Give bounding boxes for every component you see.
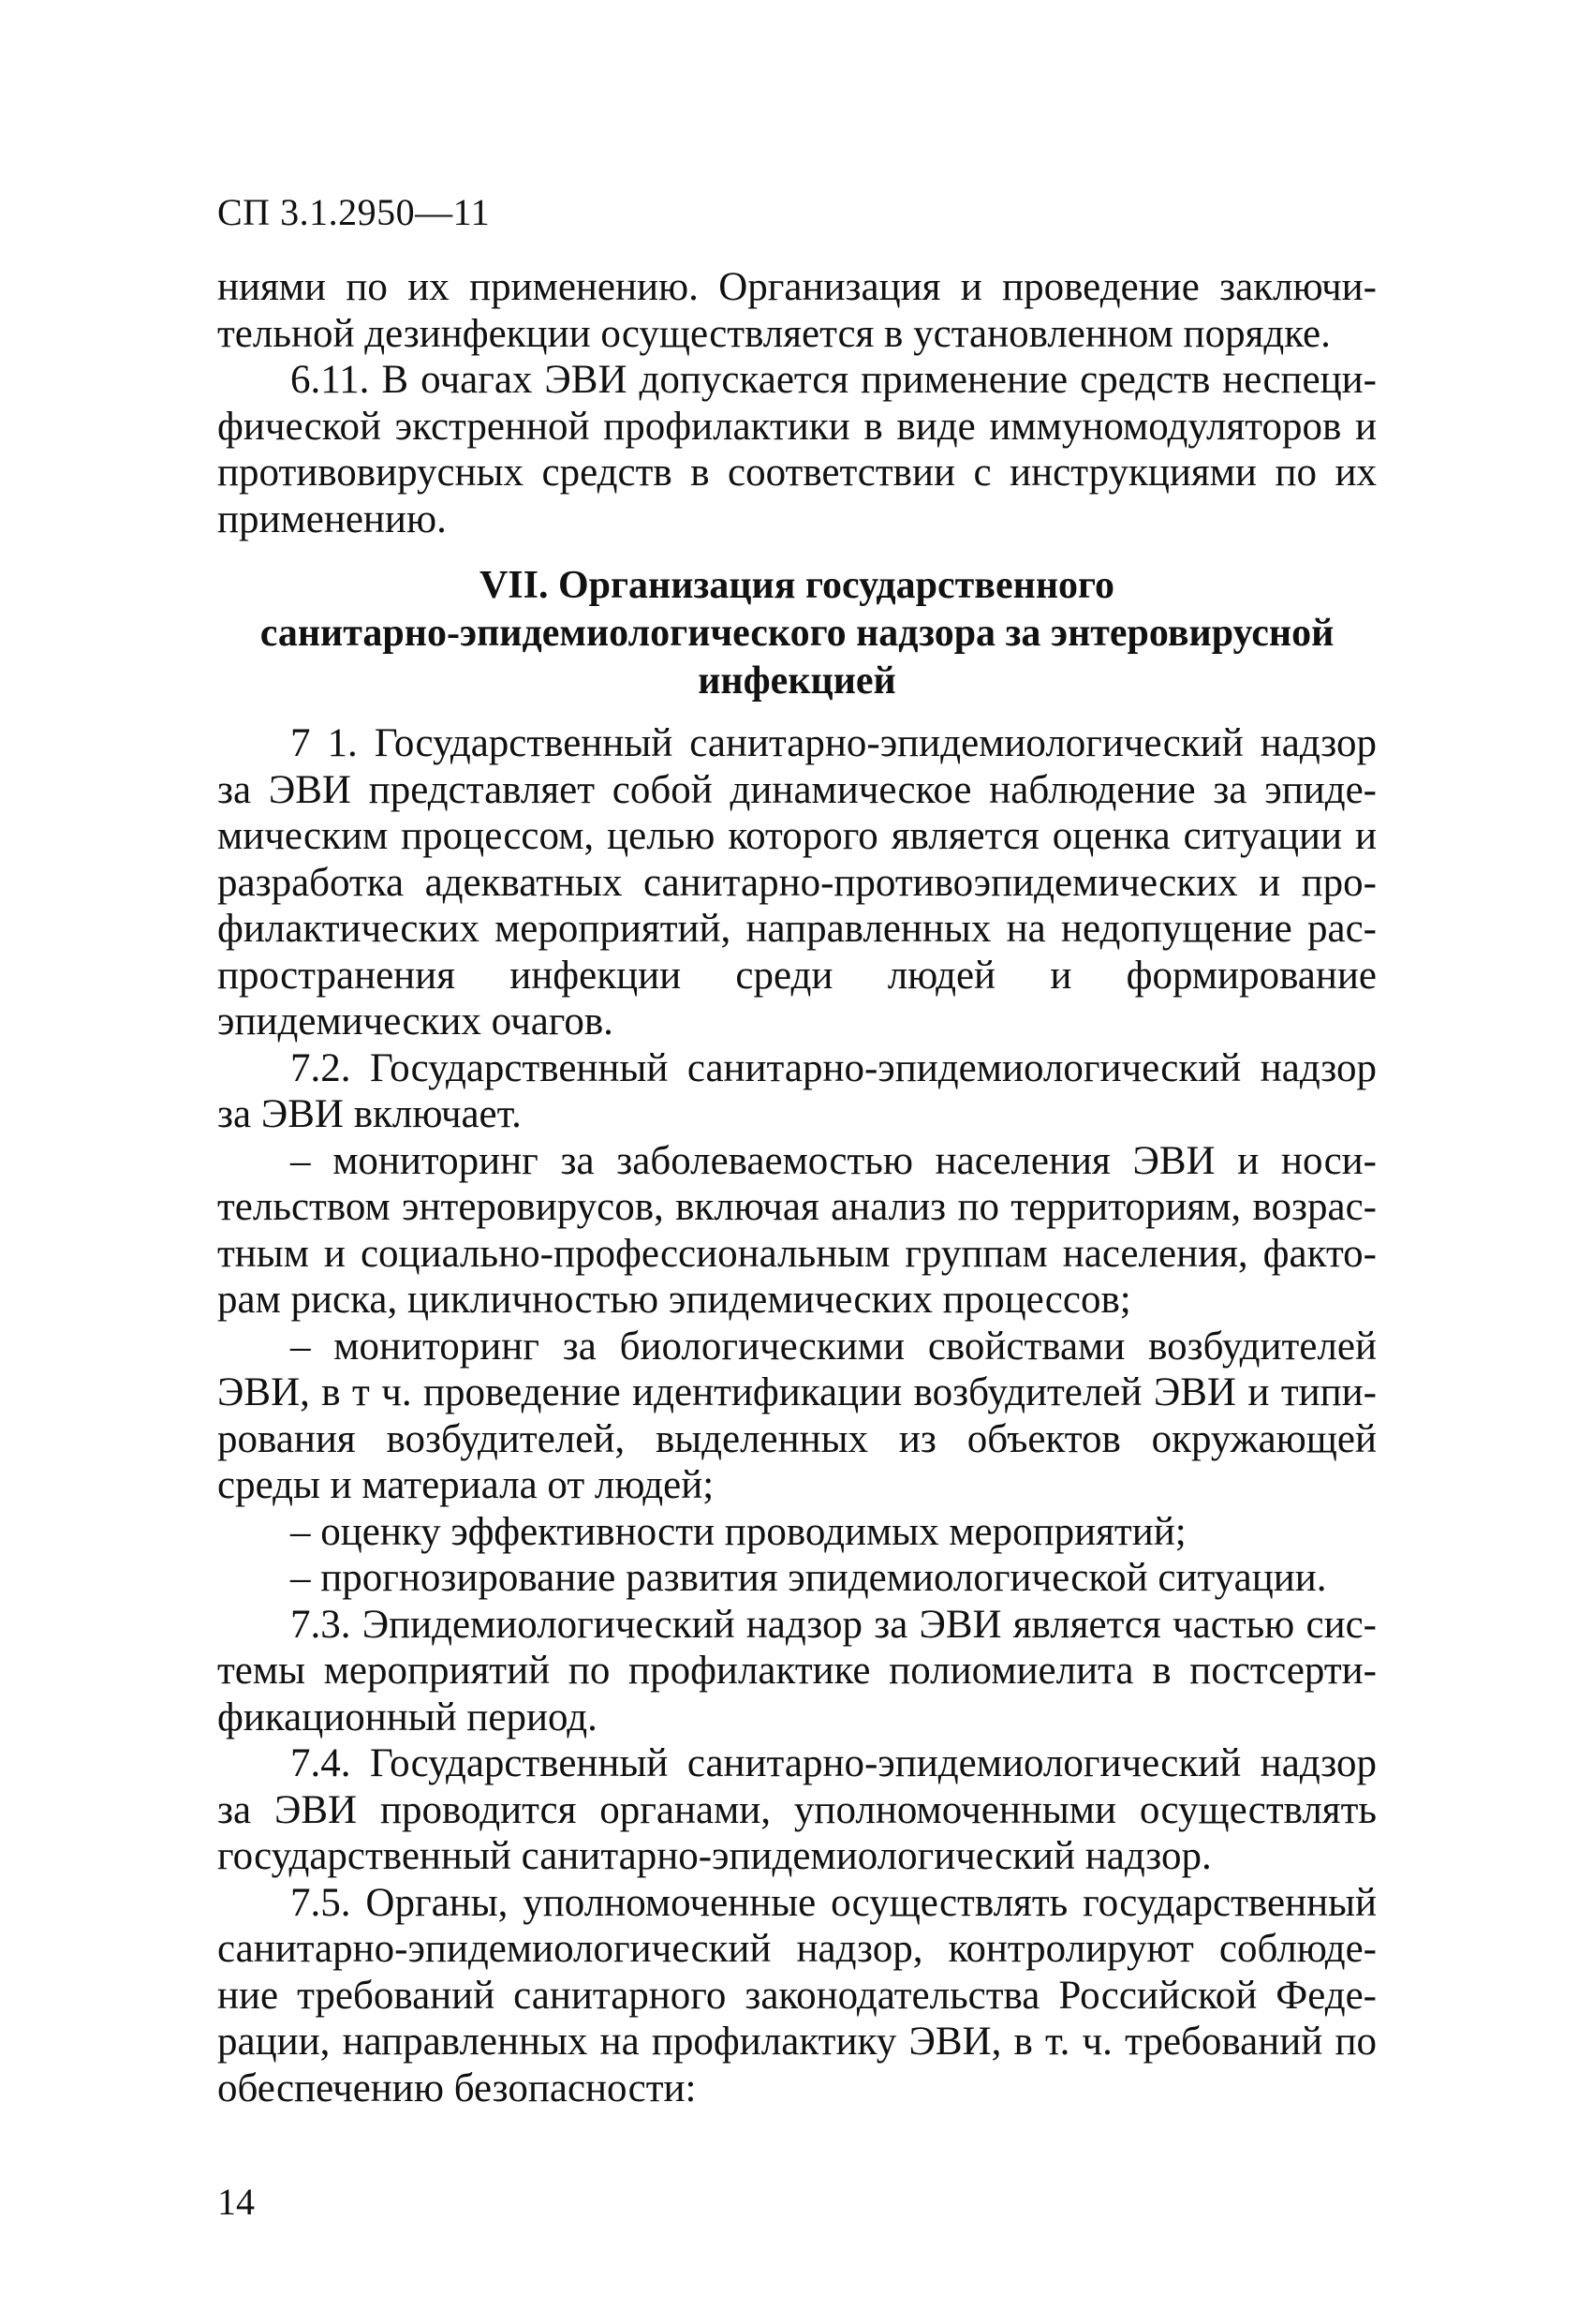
text-line: фикационный период.: [217, 1695, 597, 1739]
text-line: тным и социально-профессиональным группам населения, факто-: [217, 1231, 1377, 1276]
text-line: 7.5. Органы, уполномоченные осуществлять государственный: [290, 1880, 1377, 1925]
text-line: темы мероприятий по профилактике полиомиелита в постсерти-: [217, 1649, 1377, 1693]
text-line: ниями по их применению. Организация и проведение заключи-: [217, 265, 1377, 309]
section-heading: [217, 562, 1377, 705]
text-line: применению.: [217, 496, 447, 541]
text-line: – оценку эффективности проводимых мероприятий;: [290, 1509, 1187, 1554]
text-line: разработка адекватных санитарно-противоэпидемических и про-: [217, 860, 1377, 905]
text-line: 7.2. Государственный санитарно-эпидемиологический надзор: [290, 1045, 1377, 1090]
text-block-before-heading: [217, 264, 1377, 542]
text-line: ние требований санитарного законодательства Российской Феде-: [217, 1973, 1377, 2018]
text-line: рации, направленных на профилактику ЭВИ, в т. ч. требований по: [217, 2020, 1377, 2064]
section-heading-line: инфекцией: [698, 659, 896, 703]
text-line: тельной дезинфекции осуществляется в установленном порядке.: [217, 311, 1331, 356]
text-line: санитарно-эпидемиологический надзор, контролируют соблюде-: [217, 1927, 1377, 1971]
text-line: тельством энтеровирусов, включая анализ по территориям, возрас-: [217, 1185, 1377, 1229]
text-line: государственный санитарно-эпидемиологический надзор.: [217, 1834, 1212, 1878]
text-line: 7.4. Государственный санитарно-эпидемиологический надзор: [290, 1741, 1377, 1785]
text-line: за ЭВИ проводится органами, уполномоченными осуществлять: [217, 1787, 1377, 1832]
text-line: рования возбудителей, выделенных из объектов окружающей: [217, 1416, 1377, 1461]
text-line: за ЭВИ включает.: [217, 1092, 522, 1136]
text-line: 7.3. Эпидемиологический надзор за ЭВИ является частью сис-: [290, 1602, 1377, 1647]
text-block-after-heading: [217, 720, 1377, 2111]
document-header: СП 3.1.2950—11: [217, 191, 491, 233]
text-line: за ЭВИ представляет собой динамическое наблюдение за эпиде-: [217, 767, 1377, 812]
text-line: мическим процессом, целью которого является оценка ситуации и: [217, 814, 1377, 858]
text-line: филактических мероприятий, направленных на недопущение рас-: [217, 907, 1377, 951]
page-number: 14: [217, 2181, 255, 2223]
section-heading-line: санитарно-эпидемиологического надзора за энтеровирусной: [259, 612, 1335, 655]
text-line: ЭВИ, в т ч. проведение идентификации возбудителей ЭВИ и типи-: [217, 1370, 1377, 1414]
text-line: – мониторинг за биологическими свойствами возбудителей: [290, 1324, 1377, 1369]
text-line: эпидемических очагов.: [217, 999, 613, 1044]
text-line: 7 1. Государственный санитарно-эпидемиологический надзор: [290, 721, 1377, 765]
text-line: обеспечению безопасности:: [217, 2065, 697, 2110]
section-heading-line: VII. Организация государственного: [479, 564, 1115, 607]
text-line: – прогнозирование развития эпидемиологической ситуации.: [290, 1556, 1327, 1600]
text-line: пространения инфекции среди людей и формирование: [217, 953, 1377, 998]
text-line: среды и материала от людей;: [217, 1463, 715, 1507]
text-line: фической экстренной профилактики в виде иммуномодуляторов и: [217, 404, 1377, 449]
text-line: – мониторинг за заболеваемостью населения ЭВИ и носи-: [290, 1138, 1377, 1183]
text-line: рам риска, цикличностью эпидемических процессов;: [217, 1278, 1131, 1322]
text-line: противовирусных средств в соответствии с инструкциями по их: [217, 451, 1377, 495]
text-line: 6.11. В очагах ЭВИ допускается применение средств неспеци-: [290, 358, 1377, 402]
